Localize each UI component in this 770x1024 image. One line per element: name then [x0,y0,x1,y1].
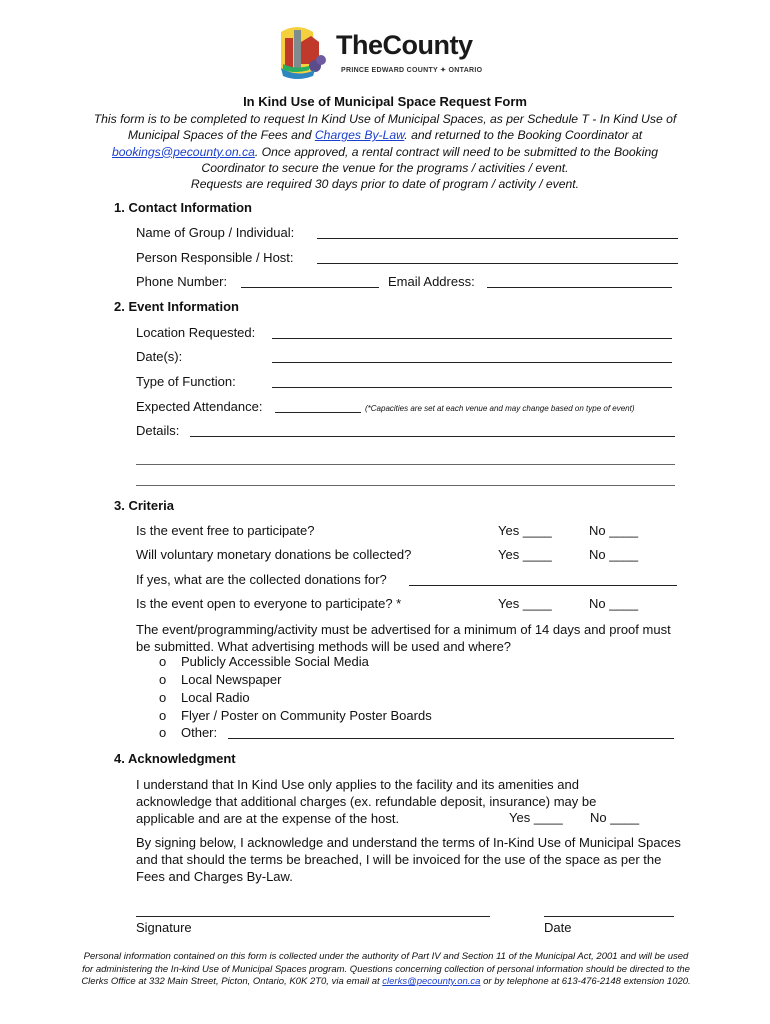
fees-bylaw-link[interactable]: Charges By-Law [314,128,405,143]
ad-option-radio: Local Radio [181,690,250,705]
attendance-field[interactable] [275,412,361,413]
signature-label: Signature [136,920,192,935]
ad-option-flyer: Flyer / Poster on Community Poster Boards [181,708,432,723]
dates-field[interactable] [272,362,672,363]
capacity-note: (*Capacities are set at each venue and may change based on type of event) [365,404,635,413]
date-label: Date [544,920,572,935]
q-donations-no[interactable]: No ____ [589,547,639,562]
advertise-text: The event/programming/activity must be advertised for a minimum of 14 days and proof must be submitted. What advertising methods will be used and where? [136,622,671,654]
bullet-icon: o [159,654,167,669]
type-label: Type of Function: [136,374,236,389]
email-field[interactable] [487,287,672,288]
details-field-line-2[interactable] [136,464,675,465]
bullet-icon: o [159,725,167,740]
privacy-footer: Personal information contained on this form is collected under the authority of Part IV and Section 11 of the Municipal Act, 2001 and will be used for administering the In-kind Use of Municipal Spaces program. Questions concerning collection of personal information should be directed to the Clerks Office at 332 Main Street, Picton, Ontario, K0K 2T0, via email at clerks@pecounty.on.ca or by telephone at 613-476-2148 extension 1020. [81,951,691,987]
details-field-line-3[interactable] [136,485,675,486]
phone-field[interactable] [241,287,379,288]
attendance-label: Expected Attendance: [136,399,263,414]
donations-for-field[interactable] [409,585,677,586]
ad-option-other: Other: [181,725,218,740]
form-intro: This form is to be completed to request In Kind Use of Municipal Spaces, as per Schedule T - In Kind Use of Municipal Spaces of the Fees and Charges By-Law. and returned to the Booking Coordinator at bookings@pecounty.on.ca. Once approved, a rental contract will need to be submitted to the Booking Coordinator to secure the venue for the programs / activities / event. Requests are required 30 days prior to date of program / activity / event. [93,112,677,192]
group-label: Name of Group / Individual: [136,225,295,240]
q-donations-label: Will voluntary monetary donations be collected? [136,547,412,562]
bullet-icon: o [159,708,167,723]
form-title: In Kind Use of Municipal Space Request Form [243,94,527,109]
q-open-yes[interactable]: Yes ____ [498,596,552,611]
location-field[interactable] [272,338,672,339]
ad-option-social: Publicly Accessible Social Media [181,654,369,669]
criteria-heading: 3. Criteria [114,498,174,513]
phone-label: Phone Number: [136,274,228,289]
brand-name: TheCounty [336,30,473,60]
q-free-label: Is the event free to participate? [136,523,315,538]
group-field[interactable] [317,238,678,239]
bookings-email-link[interactable]: bookings@pecounty.on.ca [111,144,255,159]
ad-option-newspaper: Local Newspaper [181,672,282,687]
person-field[interactable] [317,263,678,264]
ack-heading: 4. Acknowledgment [114,751,236,766]
email-label: Email Address: [388,274,475,289]
details-field[interactable] [190,436,675,437]
ack-text: I understand that In Kind Use only applies to the facility and its amenities and acknowledge that additional charges (ex. refundable deposit, insurance) may be applicable and are at the expense of the host. [136,777,597,826]
brand-subtitle: PRINCE EDWARD COUNTY ✦ ONTARIO [341,67,483,74]
ack-terms-text: By signing below, I acknowledge and understand the terms of In-Kind Use of Municipal Spaces and that should the terms be breached, I will be invoiced for the use of the space as per the Fees and Charges By-Law. [136,835,681,884]
bullet-icon: o [159,690,167,705]
clerks-email-link[interactable]: clerks@pecounty.on.ca [382,976,481,987]
date-field[interactable] [544,916,674,917]
q-free-no[interactable]: No ____ [589,523,639,538]
q-open-label: Is the event open to everyone to participate? * [136,596,402,611]
signature-field[interactable] [136,916,490,917]
q-donations-for-label: If yes, what are the collected donations for? [136,572,387,587]
details-label: Details: [136,423,180,438]
person-label: Person Responsible / Host: [136,250,294,265]
type-field[interactable] [272,387,672,388]
q-free-yes[interactable]: Yes ____ [498,523,552,538]
q-open-no[interactable]: No ____ [589,596,639,611]
location-label: Location Requested: [136,325,256,340]
ack-yes[interactable]: Yes ____ [509,810,563,825]
event-heading: 2. Event Information [114,299,239,314]
dates-label: Date(s): [136,349,183,364]
other-field[interactable] [228,738,674,739]
ack-no[interactable]: No ____ [590,810,640,825]
contact-heading: 1. Contact Information [114,200,252,215]
bullet-icon: o [159,672,167,687]
q-donations-yes[interactable]: Yes ____ [498,547,552,562]
